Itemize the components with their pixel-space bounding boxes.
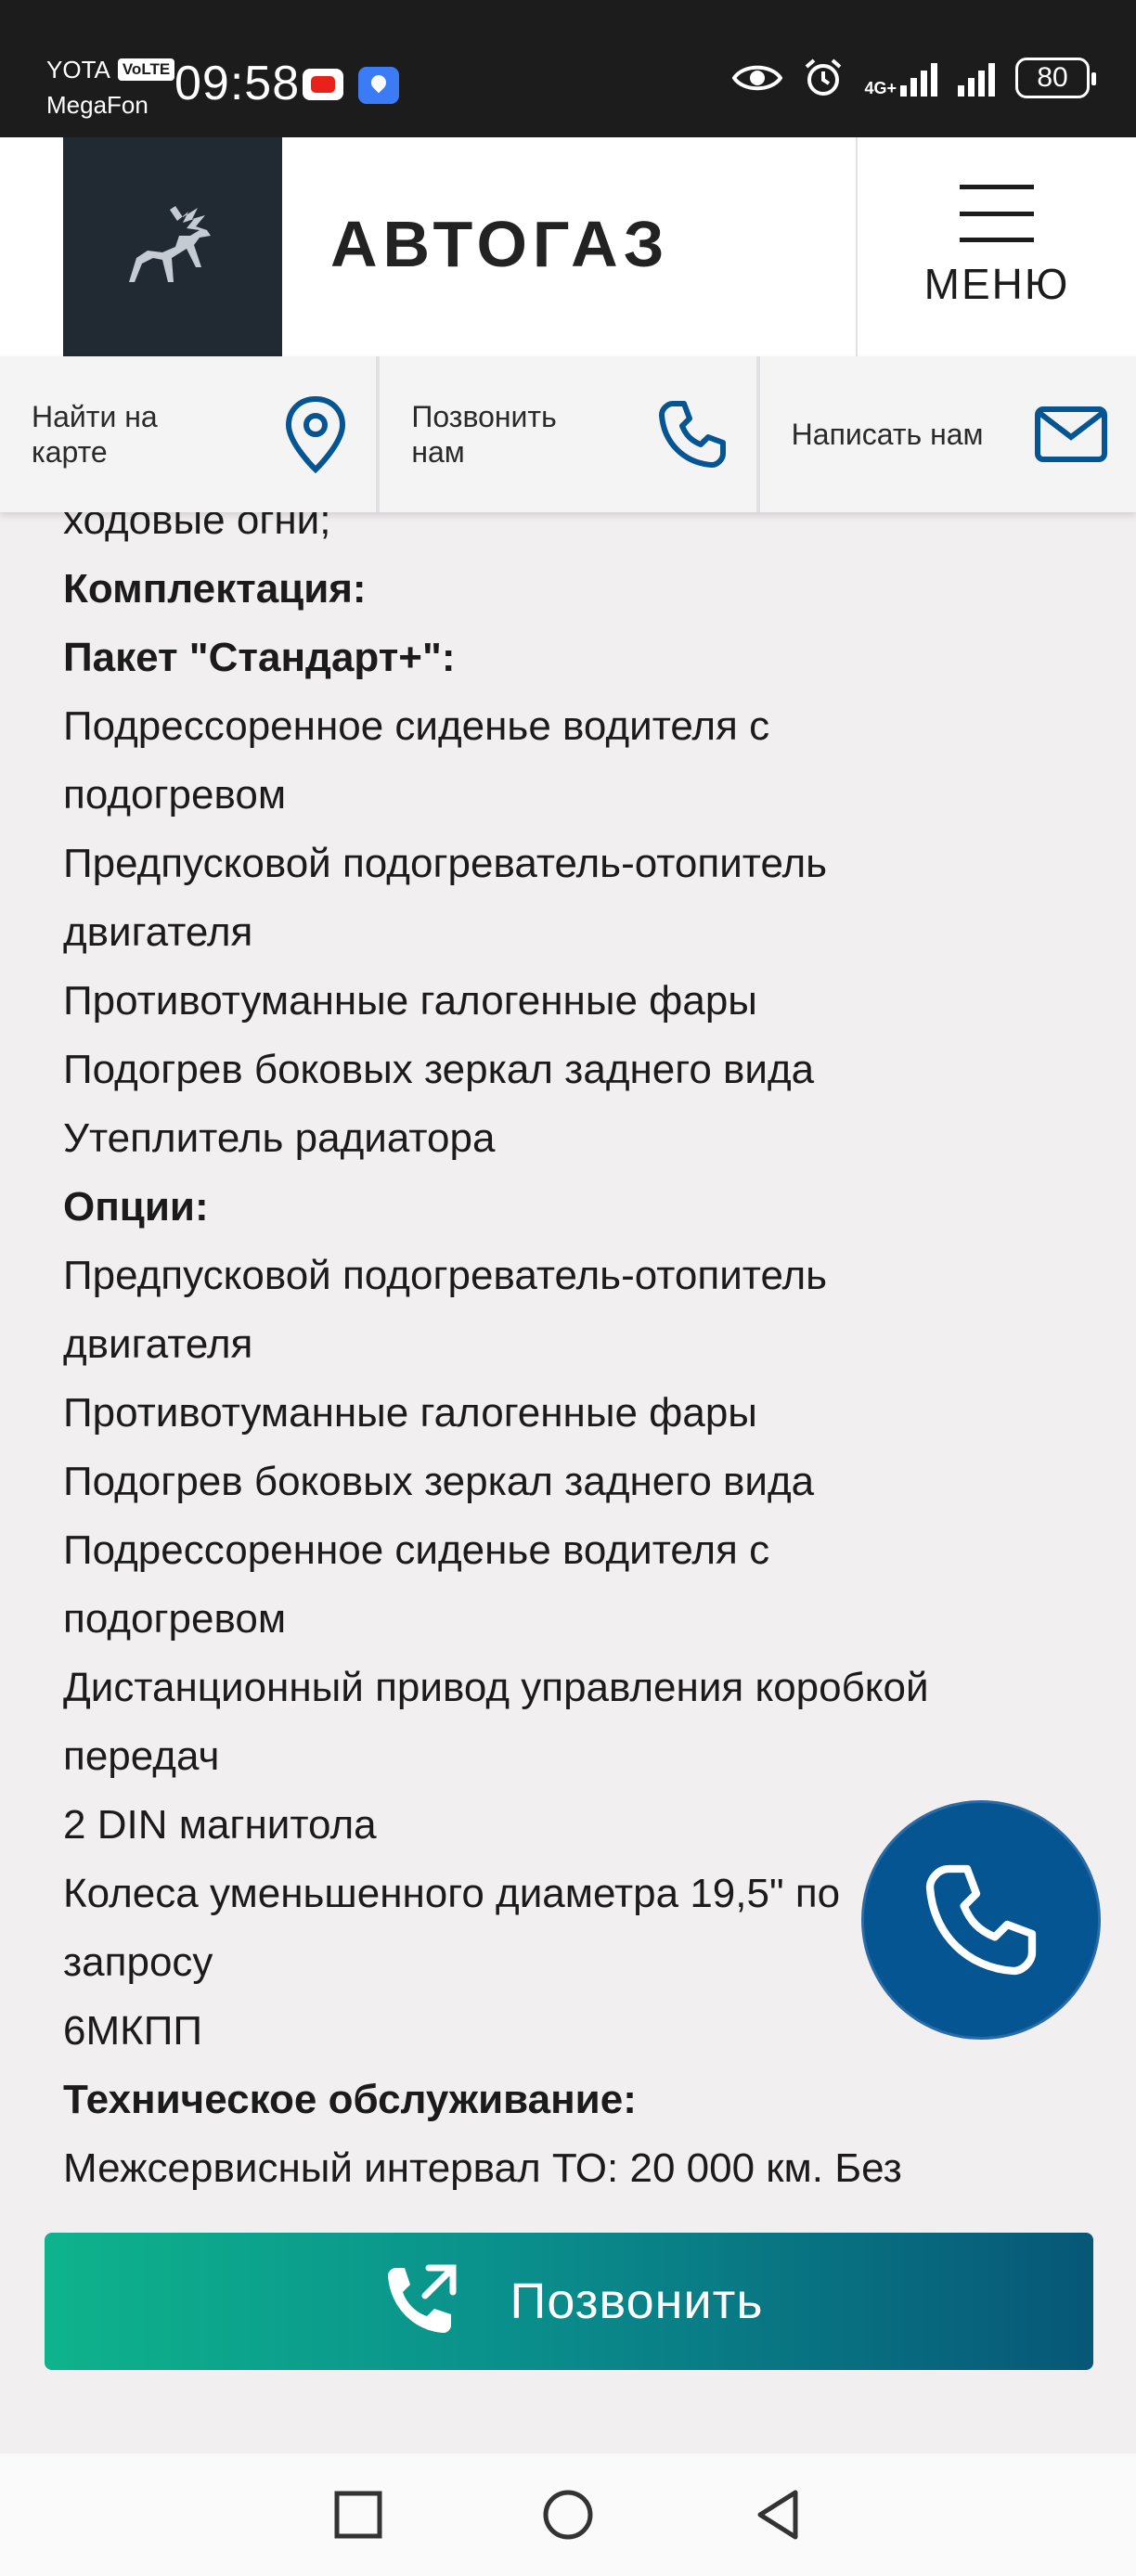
article-content <box>63 512 1084 2454</box>
call-us-label: Позвонить нам <box>411 400 557 469</box>
phone-icon <box>656 398 729 470</box>
content-line: Предпусковой подогреватель-отопитель <box>63 1253 828 1298</box>
content-line: подогревом <box>63 772 287 818</box>
content-line: Дистанционный привод управления коробкой <box>63 1665 929 1710</box>
home-icon[interactable] <box>541 2488 595 2542</box>
section-heading: Пакет "Стандарт+": <box>63 635 456 680</box>
section-heading: Опции: <box>63 1184 209 1230</box>
find-on-map-label: Найти на карте <box>32 400 158 469</box>
content-line: передач <box>63 1733 220 1779</box>
content-line: Предпусковой подогреватель-отопитель <box>63 841 828 886</box>
recents-icon[interactable] <box>333 2490 383 2540</box>
content-line: Подрессоренное сиденье водителя с <box>63 1527 770 1573</box>
alarm-icon <box>803 58 844 98</box>
status-time: 09:58 <box>174 57 301 110</box>
volte-icon: VoLTE <box>118 58 174 81</box>
menu-button[interactable] <box>858 137 1136 356</box>
brand-name: АВТОГАЗ <box>330 208 670 280</box>
call-us-button[interactable] <box>380 356 759 512</box>
signal-icon-1 <box>900 59 937 97</box>
menu-label: МЕНЮ <box>923 260 1070 308</box>
find-on-map-button[interactable] <box>0 356 380 512</box>
content-line: Подогрев боковых зеркал заднего вида <box>63 1459 815 1504</box>
map-pin-icon <box>283 395 348 473</box>
content-line: Противотуманные галогенные фары <box>63 1390 757 1436</box>
signal-icon-2 <box>958 59 995 97</box>
contact-actions-bar <box>0 356 1136 512</box>
phone-outgoing-icon <box>375 2257 464 2346</box>
content-line: 2 DIN магнитола <box>63 1802 377 1848</box>
battery-icon: 80 <box>1015 58 1090 98</box>
site-header <box>0 137 1136 356</box>
content-line: Колеса уменьшенного диаметра 19,5" по <box>63 1871 841 1916</box>
logo[interactable] <box>63 137 282 356</box>
content-line: ходовые огни; <box>63 512 331 543</box>
write-us-button[interactable] <box>760 356 1136 512</box>
content-lines <box>63 512 1084 2340</box>
content-line: запросу <box>63 1939 213 1985</box>
status-icons <box>732 58 1090 98</box>
location-notification-icon <box>358 67 399 104</box>
carrier-name-1: YOTA <box>46 56 110 84</box>
call-button-label: Позвонить <box>510 2273 764 2329</box>
system-nav-bar <box>0 2454 1136 2576</box>
deer-logo-icon <box>122 202 224 291</box>
mail-icon <box>1034 406 1108 463</box>
call-button[interactable] <box>45 2233 1093 2370</box>
section-heading: Техническое обслуживание: <box>63 2077 637 2122</box>
network-type: 4G+ <box>864 79 897 97</box>
back-icon[interactable] <box>753 2488 803 2542</box>
phone-icon <box>921 1860 1041 1980</box>
content-line: подогревом <box>63 1596 287 1642</box>
content-line: Подогрев боковых зеркал заднего вида <box>63 1047 815 1092</box>
content-line: Противотуманные галогенные фары <box>63 978 757 1024</box>
write-us-label: Написать нам <box>791 418 984 451</box>
carrier-name-2: MegaFon <box>46 91 148 119</box>
content-line: Межсервисный интервал ТО: 20 000 км. Без <box>63 2145 902 2191</box>
status-bar <box>0 0 1136 137</box>
hamburger-icon <box>960 185 1034 242</box>
carrier-info <box>46 52 174 122</box>
youtube-notification-icon <box>303 69 343 100</box>
floating-call-button[interactable] <box>861 1800 1101 2040</box>
content-line: Подрессоренное сиденье водителя с <box>63 703 770 749</box>
content-line: Утеплитель радиатора <box>63 1115 496 1161</box>
content-line: двигателя <box>63 909 253 955</box>
content-line: 6МКПП <box>63 2008 203 2054</box>
section-heading: Комплектация: <box>63 566 367 612</box>
eye-icon <box>732 62 782 94</box>
content-line: двигателя <box>63 1321 253 1367</box>
